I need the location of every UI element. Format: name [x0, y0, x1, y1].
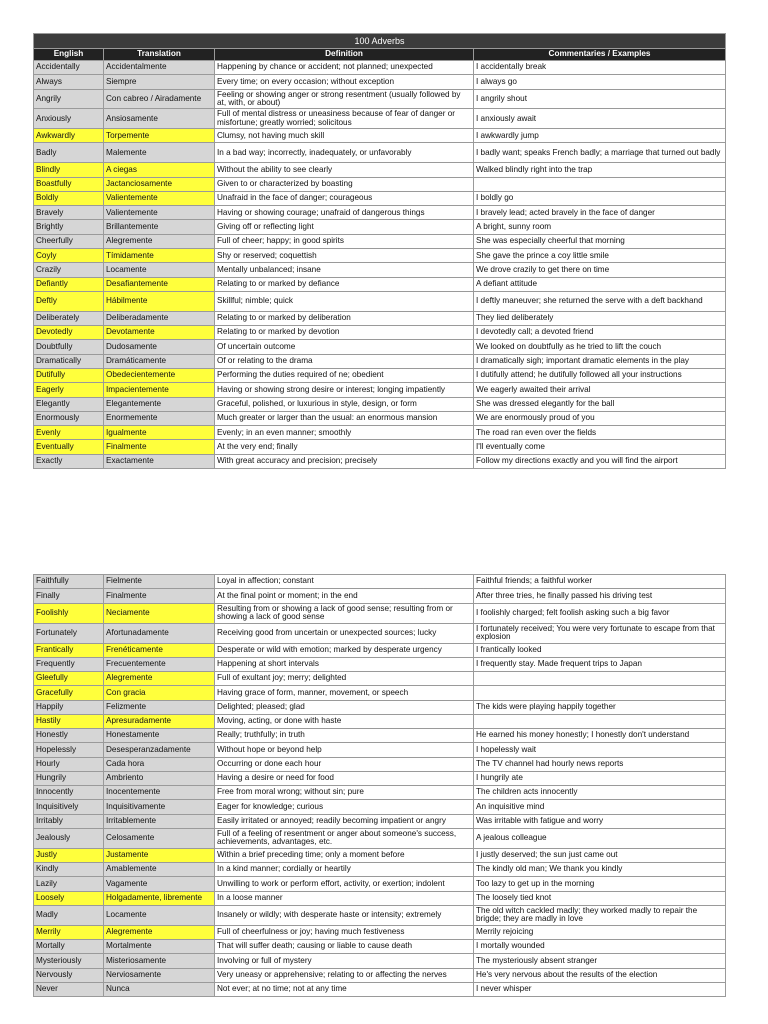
example-cell: The road ran even over the fields	[474, 426, 726, 440]
translation-cell: Deliberadamente	[104, 311, 215, 325]
definition-cell: Graceful, polished, or luxurious in style, design, or form	[215, 397, 474, 411]
example-cell: The kids were playing happily together	[474, 700, 726, 714]
translation-cell: Valientemente	[104, 191, 215, 205]
table-row	[34, 368, 726, 382]
example-cell: After three tries, he finally passed his driving test	[474, 589, 726, 603]
translation-cell: Locamente	[104, 263, 215, 277]
english-cell: Dutifully	[34, 368, 104, 382]
definition-cell: Without hope or beyond help	[215, 743, 474, 757]
english-cell: Irritably	[34, 814, 104, 828]
table-row	[34, 672, 726, 686]
table-row	[34, 354, 726, 368]
english-cell: Hungrily	[34, 771, 104, 785]
table-row	[34, 863, 726, 877]
table-row	[34, 291, 726, 311]
definition-cell: Easily irritated or annoyed; readily becoming impatient or angry	[215, 814, 474, 828]
column-header-english: English	[34, 49, 104, 61]
table-row	[34, 163, 726, 177]
definition-cell: Really; truthfully; in truth	[215, 729, 474, 743]
english-cell: Anxiously	[34, 109, 104, 129]
translation-cell: Tímidamente	[104, 249, 215, 263]
english-cell: Always	[34, 75, 104, 89]
table-row	[34, 700, 726, 714]
example-cell: I hungrily ate	[474, 771, 726, 785]
definition-cell: In a bad way; incorrectly, inadequately, or unfavorably	[215, 143, 474, 163]
definition-cell: Delighted; pleased; glad	[215, 700, 474, 714]
translation-cell: Dudosamente	[104, 340, 215, 354]
english-cell: Frequently	[34, 657, 104, 671]
english-cell: Hastily	[34, 714, 104, 728]
english-cell: Exactly	[34, 454, 104, 468]
english-cell: Cheerfully	[34, 234, 104, 248]
table-row	[34, 848, 726, 862]
example-cell: Faithful friends; a faithful worker	[474, 575, 726, 589]
definition-cell: Full of cheerfulness or joy; having much festiveness	[215, 925, 474, 939]
translation-cell: Locamente	[104, 905, 215, 925]
definition-cell: Having or showing courage; unafraid of dangerous things	[215, 206, 474, 220]
example-cell: I never whisper	[474, 982, 726, 996]
english-cell: Awkwardly	[34, 129, 104, 143]
english-cell: Merrily	[34, 925, 104, 939]
definition-cell: Full of cheer; happy; in good spirits	[215, 234, 474, 248]
definition-cell: Relating to or marked by defiance	[215, 277, 474, 291]
example-cell: I foolishly charged; felt foolish asking such a big favor	[474, 603, 726, 623]
table-row	[34, 440, 726, 454]
example-cell: I badly want; speaks French badly; a marriage that turned out badly	[474, 143, 726, 163]
table-row	[34, 263, 726, 277]
example-cell: An inquisitive mind	[474, 800, 726, 814]
english-cell: Coyly	[34, 249, 104, 263]
translation-cell: Valientemente	[104, 206, 215, 220]
definition-cell: Mentally unbalanced; insane	[215, 263, 474, 277]
definition-cell: Moving, acting, or done with haste	[215, 714, 474, 728]
example-cell: I awkwardly jump	[474, 129, 726, 143]
table-row	[34, 905, 726, 925]
definition-cell: Relating to or marked by deliberation	[215, 311, 474, 325]
table-row	[34, 575, 726, 589]
translation-cell: Exactamente	[104, 454, 215, 468]
definition-cell: Performing the duties required of ne; obedient	[215, 368, 474, 382]
english-cell: Gracefully	[34, 686, 104, 700]
definition-cell: At the final point or moment; in the end	[215, 589, 474, 603]
table-row	[34, 220, 726, 234]
example-cell: I mortally wounded	[474, 940, 726, 954]
translation-cell: Obedecientemente	[104, 368, 215, 382]
definition-cell: At the very end; finally	[215, 440, 474, 454]
example-cell: I bravely lead; acted bravely in the face of danger	[474, 206, 726, 220]
english-cell: Foolishly	[34, 603, 104, 623]
definition-cell: Desperate or wild with emotion; marked by desperate urgency	[215, 643, 474, 657]
translation-cell: Hábilmente	[104, 291, 215, 311]
table-row	[34, 743, 726, 757]
definition-cell: Every time; on every occasion; without exception	[215, 75, 474, 89]
column-header-definition: Definition	[215, 49, 474, 61]
translation-cell: Accidentalmente	[104, 61, 215, 75]
example-cell: He's very nervous about the results of the election	[474, 968, 726, 982]
definition-cell: Insanely or wildly; with desperate haste or intensity; extremely	[215, 905, 474, 925]
english-cell: Brightly	[34, 220, 104, 234]
definition-cell: Full of exultant joy; merry; delighted	[215, 672, 474, 686]
definition-cell: Clumsy, not having much skill	[215, 129, 474, 143]
example-cell	[474, 672, 726, 686]
table-row	[34, 277, 726, 291]
translation-cell: Justamente	[104, 848, 215, 862]
definition-cell: Free from moral wrong; without sin; pure	[215, 786, 474, 800]
english-cell: Justly	[34, 848, 104, 862]
example-cell: We are enormously proud of you	[474, 411, 726, 425]
definition-cell: Relating to or marked by devotion	[215, 326, 474, 340]
example-cell: I'll eventually come	[474, 440, 726, 454]
table-row	[34, 828, 726, 848]
translation-cell: Torpemente	[104, 129, 215, 143]
definition-cell: Given to or characterized by boasting	[215, 177, 474, 191]
english-cell: Evenly	[34, 426, 104, 440]
table-row	[34, 657, 726, 671]
definition-cell: Happening by chance or accident; not planned; unexpected	[215, 61, 474, 75]
english-cell: Hourly	[34, 757, 104, 771]
translation-cell: Desafiantemente	[104, 277, 215, 291]
definition-cell: With great accuracy and precision; precisely	[215, 454, 474, 468]
table-row	[34, 75, 726, 89]
english-cell: Innocently	[34, 786, 104, 800]
translation-cell: Inquisitivamente	[104, 800, 215, 814]
english-cell: Deftly	[34, 291, 104, 311]
example-cell: The children acts innocently	[474, 786, 726, 800]
definition-cell: Involving or full of mystery	[215, 954, 474, 968]
translation-cell: Afortunadamente	[104, 623, 215, 643]
table-row	[34, 109, 726, 129]
table-row	[34, 714, 726, 728]
table-row	[34, 891, 726, 905]
translation-cell: Impacientemente	[104, 383, 215, 397]
translation-cell: Neciamente	[104, 603, 215, 623]
english-cell: Kindly	[34, 863, 104, 877]
definition-cell: Having grace of form, manner, movement, or speech	[215, 686, 474, 700]
example-cell: A bright, sunny room	[474, 220, 726, 234]
example-cell: I devotedly call; a devoted friend	[474, 326, 726, 340]
english-cell: Madly	[34, 905, 104, 925]
example-cell: We drove crazily to get there on time	[474, 263, 726, 277]
translation-cell: Malemente	[104, 143, 215, 163]
example-cell: I boldly go	[474, 191, 726, 205]
table-row	[34, 143, 726, 163]
definition-cell: Of or relating to the drama	[215, 354, 474, 368]
table-row	[34, 191, 726, 205]
translation-cell: Irritablemente	[104, 814, 215, 828]
example-cell: I dutifully attend; he dutifully followed all your instructions	[474, 368, 726, 382]
english-cell: Loosely	[34, 891, 104, 905]
table-row	[34, 397, 726, 411]
example-cell	[474, 177, 726, 191]
english-cell: Deliberately	[34, 311, 104, 325]
table-row	[34, 234, 726, 248]
translation-cell: Apresuradamente	[104, 714, 215, 728]
translation-cell: Cada hora	[104, 757, 215, 771]
english-cell: Happily	[34, 700, 104, 714]
english-cell: Defiantly	[34, 277, 104, 291]
example-cell	[474, 686, 726, 700]
english-cell: Mortally	[34, 940, 104, 954]
table-title: 100 Adverbs	[34, 34, 726, 49]
english-cell: Angrily	[34, 89, 104, 109]
example-cell: I frequently stay. Made frequent trips to Japan	[474, 657, 726, 671]
definition-cell: Unafraid in the face of danger; courageous	[215, 191, 474, 205]
table-row	[34, 729, 726, 743]
example-cell: He earned his money honestly; I honestly don't understand	[474, 729, 726, 743]
table-row	[34, 814, 726, 828]
example-cell: Too lazy to get up in the morning	[474, 877, 726, 891]
definition-cell: Loyal in affection; constant	[215, 575, 474, 589]
translation-cell: Fielmente	[104, 575, 215, 589]
translation-cell: Alegremente	[104, 234, 215, 248]
english-cell: Fortunately	[34, 623, 104, 643]
example-cell: A jealous colleague	[474, 828, 726, 848]
translation-cell: A ciegas	[104, 163, 215, 177]
table-row	[34, 249, 726, 263]
definition-cell: That will suffer death; causing or liable to cause death	[215, 940, 474, 954]
definition-cell: Shy or reserved; coquettish	[215, 249, 474, 263]
table-row	[34, 968, 726, 982]
definition-cell: Much greater or larger than the usual: an enormous mansion	[215, 411, 474, 425]
table-row	[34, 89, 726, 109]
translation-cell: Enormemente	[104, 411, 215, 425]
english-cell: Blindly	[34, 163, 104, 177]
translation-cell: Mortalmente	[104, 940, 215, 954]
translation-cell: Finalmente	[104, 589, 215, 603]
english-cell: Dramatically	[34, 354, 104, 368]
english-cell: Crazily	[34, 263, 104, 277]
example-cell: Walked blindly right into the trap	[474, 163, 726, 177]
english-cell: Devotedly	[34, 326, 104, 340]
english-cell: Finally	[34, 589, 104, 603]
table-row	[34, 643, 726, 657]
translation-cell: Frenéticamente	[104, 643, 215, 657]
example-cell: I anxiously await	[474, 109, 726, 129]
definition-cell: Occurring or done each hour	[215, 757, 474, 771]
english-cell: Lazily	[34, 877, 104, 891]
table-row	[34, 340, 726, 354]
example-cell: A defiant attitude	[474, 277, 726, 291]
table-row	[34, 383, 726, 397]
example-cell: I frantically looked	[474, 643, 726, 657]
english-cell: Jealously	[34, 828, 104, 848]
table-row	[34, 206, 726, 220]
english-cell: Honestly	[34, 729, 104, 743]
translation-cell: Ambriento	[104, 771, 215, 785]
definition-cell: Full of a feeling of resentment or anger about someone's success, achievements, advantages, etc.	[215, 828, 474, 848]
definition-cell: Not ever; at no time; not at any time	[215, 982, 474, 996]
english-cell: Nervously	[34, 968, 104, 982]
table-row	[34, 177, 726, 191]
definition-cell: In a loose manner	[215, 891, 474, 905]
definition-cell: Resulting from or showing a lack of good sense; resulting from or showing a lack of good sense	[215, 603, 474, 623]
translation-cell: Finalmente	[104, 440, 215, 454]
adverbs-table-top	[33, 33, 726, 469]
table-row	[34, 589, 726, 603]
translation-cell: Honestamente	[104, 729, 215, 743]
definition-cell: Giving off or reflecting light	[215, 220, 474, 234]
translation-cell: Alegremente	[104, 925, 215, 939]
definition-cell: Within a brief preceding time; only a moment before	[215, 848, 474, 862]
table-row	[34, 800, 726, 814]
english-cell: Elegantly	[34, 397, 104, 411]
english-cell: Eagerly	[34, 383, 104, 397]
example-cell: I deftly maneuver; she returned the serve with a deft backhand	[474, 291, 726, 311]
translation-cell: Holgadamente, libremente	[104, 891, 215, 905]
table-row	[34, 686, 726, 700]
example-cell: I hopelessly wait	[474, 743, 726, 757]
example-cell: The kindly old man; We thank you kindly	[474, 863, 726, 877]
translation-cell: Nerviosamente	[104, 968, 215, 982]
example-cell: I justly deserved; the sun just came out	[474, 848, 726, 862]
translation-cell: Celosamente	[104, 828, 215, 848]
table-row	[34, 786, 726, 800]
table-row	[34, 771, 726, 785]
example-cell: I always go	[474, 75, 726, 89]
translation-cell: Ansiosamente	[104, 109, 215, 129]
table-row	[34, 326, 726, 340]
example-cell: I accidentally break	[474, 61, 726, 75]
definition-cell: Without the ability to see clearly	[215, 163, 474, 177]
english-cell: Badly	[34, 143, 104, 163]
translation-cell: Igualmente	[104, 426, 215, 440]
example-cell: The loosely tied knot	[474, 891, 726, 905]
translation-cell: Siempre	[104, 75, 215, 89]
english-cell: Boldly	[34, 191, 104, 205]
table-row	[34, 757, 726, 771]
english-cell: Frantically	[34, 643, 104, 657]
translation-cell: Amablemente	[104, 863, 215, 877]
english-cell: Doubtfully	[34, 340, 104, 354]
example-cell: I fortunately received; You were very fortunate to escape from that explosion	[474, 623, 726, 643]
translation-cell: Con cabreo / Airadamente	[104, 89, 215, 109]
table-row	[34, 454, 726, 468]
definition-cell: Full of mental distress or uneasiness because of fear of danger or misfortune; greatly worried; solicitous	[215, 109, 474, 129]
english-cell: Inquisitively	[34, 800, 104, 814]
translation-cell: Dramáticamente	[104, 354, 215, 368]
definition-cell: Happening at short intervals	[215, 657, 474, 671]
table-row	[34, 411, 726, 425]
example-cell: Was irritable with fatigue and worry	[474, 814, 726, 828]
definition-cell: In a kind manner; cordially or heartily	[215, 863, 474, 877]
table-row	[34, 129, 726, 143]
example-cell: She was dressed elegantly for the ball	[474, 397, 726, 411]
english-cell: Eventually	[34, 440, 104, 454]
table-row	[34, 311, 726, 325]
table-row	[34, 940, 726, 954]
english-cell: Boastfully	[34, 177, 104, 191]
example-cell: She was especially cheerful that morning	[474, 234, 726, 248]
translation-cell: Nunca	[104, 982, 215, 996]
definition-cell: Of uncertain outcome	[215, 340, 474, 354]
translation-cell: Brillantemente	[104, 220, 215, 234]
english-cell: Hopelessly	[34, 743, 104, 757]
table-row	[34, 603, 726, 623]
definition-cell: Having or showing strong desire or interest; longing impatiently	[215, 383, 474, 397]
table-row	[34, 982, 726, 996]
english-cell: Gleefully	[34, 672, 104, 686]
translation-cell: Devotamente	[104, 326, 215, 340]
translation-cell: Inocentemente	[104, 786, 215, 800]
example-cell: Merrily rejoicing	[474, 925, 726, 939]
definition-cell: Feeling or showing anger or strong resentment (usually followed by at, with, or about)	[215, 89, 474, 109]
translation-cell: Desesperanzadamente	[104, 743, 215, 757]
translation-cell: Jactanciosamente	[104, 177, 215, 191]
example-cell: They lied deliberately	[474, 311, 726, 325]
example-cell: I angrily shout	[474, 89, 726, 109]
example-cell: I dramatically sigh; important dramatic elements in the play	[474, 354, 726, 368]
example-cell: Follow my directions exactly and you will find the airport	[474, 454, 726, 468]
definition-cell: Eager for knowledge; curious	[215, 800, 474, 814]
example-cell: We looked on doubtfully as he tried to lift the couch	[474, 340, 726, 354]
definition-cell: Unwilling to work or perform effort, activity, or exertion; indolent	[215, 877, 474, 891]
definition-cell: Having a desire or need for food	[215, 771, 474, 785]
column-header-examples: Commentaries / Examples	[474, 49, 726, 61]
english-cell: Faithfully	[34, 575, 104, 589]
definition-cell: Evenly; in an even manner; smoothly	[215, 426, 474, 440]
table-row	[34, 61, 726, 75]
adverbs-table-bottom	[33, 574, 726, 997]
definition-cell: Receiving good from uncertain or unexpected sources; lucky	[215, 623, 474, 643]
english-cell: Mysteriously	[34, 954, 104, 968]
table-row	[34, 877, 726, 891]
translation-cell: Misteriosamente	[104, 954, 215, 968]
example-cell	[474, 714, 726, 728]
translation-cell: Felizmente	[104, 700, 215, 714]
table-row	[34, 925, 726, 939]
example-cell: The mysteriously absent stranger	[474, 954, 726, 968]
english-cell: Enormously	[34, 411, 104, 425]
table-row	[34, 623, 726, 643]
translation-cell: Alegremente	[104, 672, 215, 686]
table-row	[34, 426, 726, 440]
example-cell: The old witch cackled madly; they worked madly to repair the brigde; they are madly in love	[474, 905, 726, 925]
translation-cell: Con gracia	[104, 686, 215, 700]
definition-cell: Skillful; nimble; quick	[215, 291, 474, 311]
example-cell: We eagerly awaited their arrival	[474, 383, 726, 397]
english-cell: Never	[34, 982, 104, 996]
english-cell: Accidentally	[34, 61, 104, 75]
translation-cell: Frecuentemente	[104, 657, 215, 671]
translation-cell: Vagamente	[104, 877, 215, 891]
column-header-translation: Translation	[104, 49, 215, 61]
translation-cell: Elegantemente	[104, 397, 215, 411]
example-cell: The TV channel had hourly news reports	[474, 757, 726, 771]
example-cell: She gave the prince a coy little smile	[474, 249, 726, 263]
english-cell: Bravely	[34, 206, 104, 220]
definition-cell: Very uneasy or apprehensive; relating to or affecting the nerves	[215, 968, 474, 982]
table-row	[34, 954, 726, 968]
